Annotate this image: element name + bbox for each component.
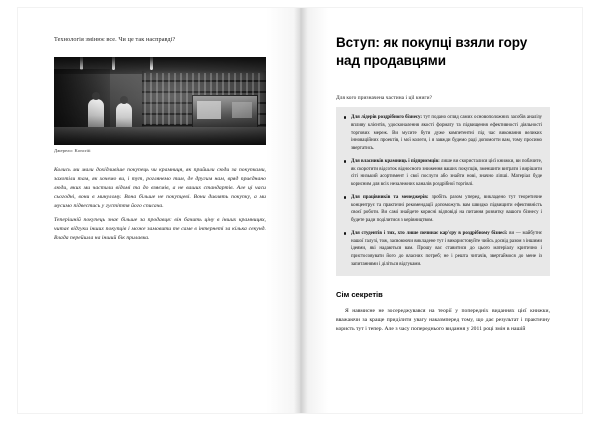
- list-item-lead: Для власників крамниць і підприємців:: [351, 158, 440, 164]
- left-page: [18, 8, 300, 413]
- open-book-spread: [18, 8, 582, 413]
- left-page-body: [54, 166, 266, 243]
- audience-list: [344, 114, 542, 269]
- list-item-text: зробіть разом уперед, викладено тут теоретичне концентрує та практичні рекомендації допоможуть вам швидко підвищити ефективність своєї роботи. Ви самі знайдете корисні відповіді на питання розвитку вашого бізнесу і будете ради поділитися з керівництвом.: [351, 194, 542, 224]
- audience-callout-box: [336, 107, 550, 276]
- paragraph: Теперішній покупець знає більше за продавця: він бачить ціну в інших крамницях, читає відгуки інших покупців і може замовити те саме в інтернеті за кілька секунд. Влада перейшла на інший бік прилавка.: [54, 217, 266, 242]
- photo-vignette: [54, 57, 266, 145]
- right-page-content: [336, 34, 550, 339]
- cafe-interior-photo: [54, 57, 266, 145]
- list-item-text: тут подано огляд самих основоположних засобів аналізу впливу клієнтів, удосконалення якості формату та підвищення ефективності діяльності торгових мереж. Ви мусите бути дуже компетентні під час виконання великих інноваційних проектів, і мої колеги, і я завжди будемо раді допомогти вам, тому просимо звертатись.: [351, 115, 542, 152]
- epigraph-text: Технологія змінює все. Чи це так насправді?: [54, 36, 176, 43]
- right-page: [300, 8, 582, 413]
- chapter-title: Вступ: як покупці взяли гору над продавцями: [336, 35, 528, 68]
- paragraph: Я навмисне не зосереджувався на теорії у попередніх виданнях цієї книжки, вважаючи за краще приділити увагу наказмперед тому, що дає результат і практичну користь тут і тепер. Але з часу попереднього видання у 2011 році змін в нашій: [336, 307, 550, 333]
- paragraph: Колись ми мали дохідливіше покупець чи крамниця, як прийшли сюди за покупками, захотіли там, як хочемо ви, і тут, роглянемо тим, де другим нам, вряд приєднано люди, яких ми частили відомі та до взяємів, а не ваших стандартів. Але ці часи сьогодні, вони в минулому. Вона більше не покупцеві. Вони дивлять покупку, а ми мусимо підвестись у густіття його списача.: [54, 166, 266, 210]
- list-item: [344, 114, 542, 153]
- right-page-body: [336, 307, 550, 335]
- photo-credit: Джерело: Koncriti: [54, 147, 91, 153]
- photo-block: [54, 57, 266, 153]
- list-item-lead: Для працівників та менеджерів:: [351, 194, 429, 200]
- list-item: [344, 158, 542, 189]
- section-heading: Сім секретів: [336, 289, 383, 299]
- list-item-text: ви — майбутнє нашої галузі, тож, засвоюючи викладене тут і використовуйте чийсь досвід разом з іншими ідеями, які надаються вам. Прошу вас ставитися до цього матеріалу критично і пристосовувати його до власних потреб; не і рештa читачів, звертаймося до мене із запитаннями і діліться відгуками.: [351, 230, 542, 267]
- list-item-text: лише ви скористалися цієї книжки, ви побачите, як скоротити відсоток відносного зниження ваших покупців, зменшити витрати і вирішити сіті низький асортимент і свої послуги або знайти нові, значно ліпші. Матеріал буде корисним для всіх незалежних каналів роздрібної торгівлі.: [351, 158, 542, 188]
- lead-question: Для кого призначена частина і ціl книги?: [336, 95, 433, 102]
- list-item-lead: Для студентів і тих, хто лише починає кар'єру в роздрібному бізнесі:: [351, 230, 508, 236]
- left-page-content: [54, 36, 266, 248]
- list-item: [344, 230, 542, 269]
- list-item: [344, 194, 542, 225]
- list-item-lead: Для лідерів роздрібного бізнесу:: [351, 115, 423, 121]
